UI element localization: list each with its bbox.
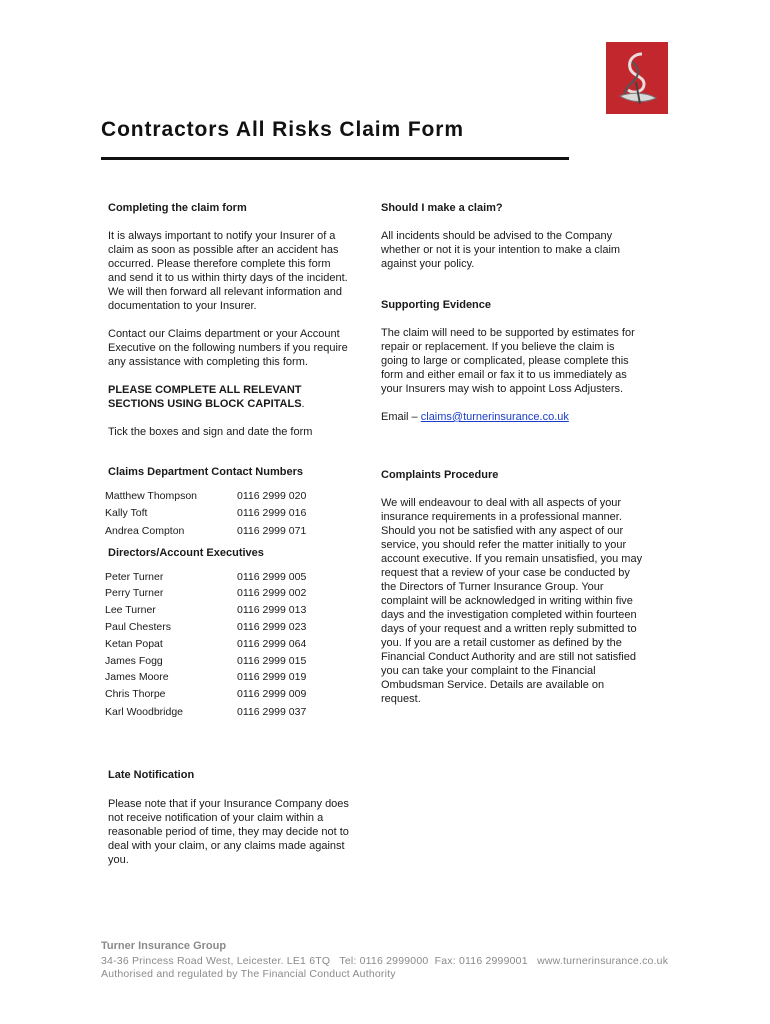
contact-row (105, 587, 365, 604)
contact-row (105, 638, 365, 655)
contact-name: Chris Thorpe (105, 688, 166, 700)
contact-phone: 0116 2999 015 (237, 655, 307, 667)
late-notification-heading: Late Notification (108, 769, 195, 781)
contact-phone: 0116 2999 037 (237, 706, 307, 718)
contact-name: James Moore (105, 671, 169, 683)
logo-mark-icon (606, 42, 668, 114)
contact-phone: 0116 2999 071 (237, 525, 307, 537)
contact-name: Ketan Popat (105, 638, 163, 650)
footer-address: 34-36 Princess Road West, Leicester. LE1 6TQ Tel: 0116 2999000 Fax: 0116 2999001 www.turnerinsurance.co.uk (101, 955, 669, 967)
contact-name: Perry Turner (105, 587, 164, 599)
email-label: Email – (381, 411, 421, 423)
contact-row (105, 490, 365, 507)
footer-regulated: Authorised and regulated by The Financial Conduct Authority (101, 968, 396, 980)
contact-phone: 0116 2999 013 (237, 604, 307, 616)
page-title: Contractors All Risks Claim Form (101, 118, 464, 141)
should-claim-heading: Should I make a claim? (381, 202, 503, 214)
contact-name: Andrea Compton (105, 525, 185, 537)
contact-row (105, 706, 365, 723)
contact-row (105, 571, 365, 588)
contact-row (105, 655, 365, 672)
executives-heading: Directors/Account Executives (108, 547, 264, 559)
completing-paragraph-2: Contact our Claims department or your Account Executive on the following numbers if you require any assistance with completing this form. (108, 328, 348, 368)
claims-email-link[interactable]: claims@turnerinsurance.co.uk (420, 411, 569, 423)
complaints-heading: Complaints Procedure (381, 469, 499, 481)
contact-name: Matthew Thompson (105, 490, 198, 502)
contact-phone: 0116 2999 002 (237, 587, 307, 599)
contact-row (105, 671, 365, 688)
footer-company: Turner Insurance Group (101, 940, 227, 952)
turner-insurance-logo (606, 42, 668, 114)
completing-heading: Completing the claim form (108, 202, 247, 214)
contact-row (105, 621, 365, 638)
claims-contacts-list (105, 490, 365, 542)
contact-phone: 0116 2999 005 (237, 571, 307, 583)
contact-phone: 0116 2999 009 (237, 688, 307, 700)
contact-phone: 0116 2999 016 (237, 507, 307, 519)
claims-contacts-heading: Claims Department Contact Numbers (108, 466, 303, 478)
email-line (381, 410, 569, 424)
contact-phone: 0116 2999 019 (237, 671, 307, 683)
contact-row (105, 525, 365, 542)
block-capitals-note: PLEASE COMPLETE ALL RELEVANT SECTIONS USING BLOCK CAPITALS. (108, 384, 305, 410)
late-notification-text: Please note that if your Insurance Company does not receive notification of your claim within a reasonable period of time, they may decide not to deal with your claim, or any claims made against you. (108, 798, 349, 866)
contact-name: Paul Chesters (105, 621, 171, 633)
contact-name: Karl Woodbridge (105, 706, 184, 718)
contact-name: Peter Turner (105, 571, 164, 583)
evidence-text: The claim will need to be supported by estimates for repair or replacement. If you believe the claim is going to large or complicated, please complete this form and either email or fax it to us immediately as your Insurers may wish to appoint Loss Adjusters. (381, 327, 635, 395)
contact-phone: 0116 2999 064 (237, 638, 307, 650)
evidence-heading: Supporting Evidence (381, 299, 492, 311)
tick-boxes-note: Tick the boxes and sign and date the form (108, 426, 313, 438)
executives-list (105, 571, 365, 721)
contact-name: Kally Toft (105, 507, 148, 519)
contact-row (105, 604, 365, 621)
contact-phone: 0116 2999 023 (237, 621, 307, 633)
contact-name: Lee Turner (105, 604, 156, 616)
should-claim-text: All incidents should be advised to the Company whether or not it is your intention to make a claim against your policy. (381, 230, 621, 270)
completing-paragraph-1: It is always important to notify your Insurer of a claim as soon as possible after an accident has occurred. Please therefore complete this form and send it to us within thirty days of the incident. We will then forward all relevant information and documentation to your Insurer. (108, 230, 348, 312)
contact-name: James Fogg (105, 655, 163, 667)
contact-phone: 0116 2999 020 (237, 490, 307, 502)
title-underline (101, 157, 569, 160)
complaints-text: We will endeavour to deal with all aspects of your insurance requirements in a professional manner. Should you not be satisfied with any aspect of our service, you should refer the matter initially to your account executive. If you remain unsatisfied, you may request that a review of your case be conducted by the Directors of Turner Insurance Group. Your complaint will be acknowledged in writing within five days and the investigation completed within fourteen days of your request and a written reply submitted to you. If you are a retail customer as defined by the Financial Conduct Authority and are still not satisfied you can take your complaint to the Financial Ombudsman Service. Details are available on request. (381, 497, 643, 705)
contact-row (105, 507, 365, 524)
contact-row (105, 688, 365, 705)
